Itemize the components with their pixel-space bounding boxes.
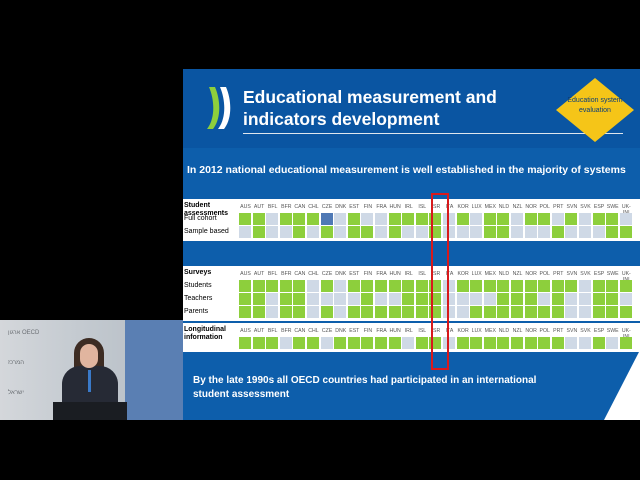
column-header: PRT (553, 271, 564, 277)
matrix-cell (375, 306, 387, 318)
column-header: CHL (308, 328, 319, 334)
matrix-cell (525, 213, 537, 225)
backdrop-text: ארגון OECD (8, 330, 40, 336)
matrix-cell (470, 293, 482, 305)
matrix-cell (565, 280, 577, 292)
column-header: PRT (553, 328, 564, 334)
matrix-cell (389, 306, 401, 318)
matrix-cell (538, 306, 550, 318)
column-header: MEX (484, 271, 496, 277)
matrix-cell (266, 280, 278, 292)
projection-screen-edge (125, 320, 183, 420)
matrix-cell (389, 226, 401, 238)
matrix-cell (484, 280, 496, 292)
backdrop-text: המרכז (8, 360, 25, 366)
matrix-cell (361, 280, 373, 292)
matrix-cell (375, 280, 387, 292)
column-header: NOR (525, 204, 537, 210)
matrix-cell (361, 306, 373, 318)
column-header: IRL (404, 204, 413, 210)
matrix-cell (470, 213, 482, 225)
row-label: Parents (184, 308, 209, 315)
matrix-cell (280, 280, 292, 292)
matrix-cell (593, 337, 605, 349)
matrix-cell (321, 280, 333, 292)
matrix-cell (321, 213, 333, 225)
column-header: SWE (606, 328, 619, 334)
matrix-cell (511, 226, 523, 238)
column-header: HUN (389, 328, 401, 334)
column-header: FRA (376, 204, 387, 210)
matrix-cell (457, 337, 469, 349)
matrix-cell (307, 306, 319, 318)
column-header: DNK (335, 328, 347, 334)
matrix-cell (389, 337, 401, 349)
matrix-cell (511, 213, 523, 225)
matrix-cell (334, 337, 346, 349)
column-header: ESP (593, 271, 605, 277)
column-header: CZE (321, 204, 333, 210)
column-header: ISR (431, 204, 441, 210)
matrix-cell (293, 280, 305, 292)
matrix-cell (525, 280, 537, 292)
column-header: EST (349, 204, 360, 210)
column-header: ISL (418, 204, 427, 210)
matrix-cell (579, 226, 591, 238)
matrix-cell (402, 293, 414, 305)
column-header: BFL (267, 328, 278, 334)
matrix-cell (334, 226, 346, 238)
matrix-cell (307, 293, 319, 305)
matrix-cell (334, 293, 346, 305)
matrix-cell (293, 293, 305, 305)
column-header: ISR (431, 328, 441, 334)
matrix-cell (389, 280, 401, 292)
column-header: CHL (308, 271, 319, 277)
column-header: AUS (240, 328, 251, 334)
matrix-cell (239, 337, 251, 349)
matrix-cell (565, 293, 577, 305)
matrix-cell (552, 337, 564, 349)
matrix-cell (497, 213, 509, 225)
column-header: EST (349, 271, 360, 277)
column-header: SVN (566, 271, 578, 277)
column-header: CHL (308, 204, 319, 210)
column-header: BFL (267, 204, 278, 210)
matrix-cell (457, 306, 469, 318)
matrix-cell (525, 337, 537, 349)
matrix-cell (239, 306, 251, 318)
matrix-cell (239, 226, 251, 238)
matrix-cell (321, 337, 333, 349)
column-header: CZE (321, 271, 333, 277)
column-header: ITA (445, 204, 454, 210)
matrix-cell (620, 226, 632, 238)
matrix-cell (361, 293, 373, 305)
slide-corner-decoration (604, 350, 640, 420)
column-header: KOR (457, 271, 469, 277)
matrix-cell (239, 293, 251, 305)
speaker-video-inset (0, 320, 183, 420)
matrix-cell (525, 226, 537, 238)
matrix-cell (253, 280, 265, 292)
column-header: SVK (580, 328, 591, 334)
column-header: HUN (389, 204, 401, 210)
matrix-cell (593, 213, 605, 225)
matrix-cell (266, 293, 278, 305)
matrix-cell (402, 226, 414, 238)
highlight-box-isr (431, 193, 449, 370)
podium (53, 402, 127, 420)
matrix-cell (402, 213, 414, 225)
matrix-cell (511, 293, 523, 305)
matrix-cell (416, 293, 428, 305)
matrix-cell (307, 226, 319, 238)
speaker-face (80, 344, 98, 368)
matrix-cell (620, 337, 632, 349)
column-header: BFR (281, 271, 292, 277)
column-header: ESP (593, 328, 605, 334)
matrix-cell (593, 306, 605, 318)
column-header: CAN (294, 271, 306, 277)
matrix-cell (511, 337, 523, 349)
column-header: SVN (566, 204, 578, 210)
matrix-cell (552, 280, 564, 292)
column-header: SVK (580, 204, 591, 210)
country-matrix (183, 199, 640, 361)
matrix-cell (579, 280, 591, 292)
section-heading: Longitudinal information (184, 326, 226, 341)
matrix-cell (579, 306, 591, 318)
matrix-cell (497, 293, 509, 305)
column-header: DNK (335, 271, 347, 277)
matrix-cell (348, 280, 360, 292)
column-header: SVN (566, 328, 578, 334)
matrix-cell (484, 213, 496, 225)
matrix-cell (348, 306, 360, 318)
slide-footer: By the late 1990s all OECD countries had participated in an international student assessment (193, 375, 537, 400)
slide-subtitle: In 2012 national educational measurement is well established in the majority of systems (187, 164, 626, 176)
matrix-cell (348, 293, 360, 305)
matrix-cell (593, 226, 605, 238)
matrix-cell (552, 306, 564, 318)
column-header: BFR (281, 328, 292, 334)
column-header: ITA (445, 328, 454, 334)
matrix-cell (511, 280, 523, 292)
matrix-cell (334, 280, 346, 292)
matrix-cell (361, 226, 373, 238)
matrix-cell (321, 293, 333, 305)
matrix-cell (416, 213, 428, 225)
matrix-cell (606, 306, 618, 318)
column-header: PRT (553, 204, 564, 210)
matrix-cell (497, 337, 509, 349)
column-header: MEX (484, 204, 496, 210)
column-header: ISL (418, 271, 427, 277)
column-header: FRA (376, 328, 387, 334)
matrix-cell (321, 226, 333, 238)
matrix-cell (565, 213, 577, 225)
matrix-cell (457, 213, 469, 225)
column-header: UK- (621, 204, 631, 210)
column-header: AUS (240, 271, 251, 277)
column-header: AUT (253, 271, 265, 277)
column-header: LUX (471, 204, 482, 210)
matrix-cell (525, 306, 537, 318)
column-header: CZE (321, 328, 333, 334)
matrix-cell (375, 213, 387, 225)
matrix-cell (538, 226, 550, 238)
matrix-cell (375, 337, 387, 349)
matrix-cell (266, 306, 278, 318)
matrix-cell (293, 213, 305, 225)
badge-label: Education system evaluation (567, 97, 623, 114)
matrix-cell (416, 337, 428, 349)
matrix-cell (389, 293, 401, 305)
column-header: KOR (457, 328, 469, 334)
matrix-cell (389, 213, 401, 225)
matrix-cell (253, 306, 265, 318)
column-header: IRL (404, 328, 413, 334)
column-header: NOR (525, 271, 537, 277)
column-header: LUX (471, 271, 482, 277)
matrix-cell (538, 293, 550, 305)
column-header: MEX (484, 328, 496, 334)
matrix-cell (416, 226, 428, 238)
matrix-cell (402, 306, 414, 318)
matrix-cell (606, 293, 618, 305)
matrix-cell (307, 337, 319, 349)
column-header: NLD (498, 271, 510, 277)
matrix-cell (253, 226, 265, 238)
matrix-cell (606, 226, 618, 238)
matrix-cell (293, 306, 305, 318)
matrix-cell (334, 213, 346, 225)
column-header: IRL (404, 271, 413, 277)
matrix-cell (552, 226, 564, 238)
matrix-cell (565, 226, 577, 238)
matrix-cell (525, 293, 537, 305)
column-header: FIN (363, 204, 373, 210)
matrix-cell (416, 306, 428, 318)
matrix-cell (620, 280, 632, 292)
column-header: POL (539, 204, 550, 210)
matrix-cell (253, 213, 265, 225)
column-header: NZL (512, 204, 523, 210)
matrix-cell (402, 280, 414, 292)
matrix-cell (484, 226, 496, 238)
matrix-cell (361, 213, 373, 225)
matrix-cell (620, 306, 632, 318)
column-header: NLD (498, 328, 510, 334)
matrix-cell (457, 280, 469, 292)
column-header: ESP (593, 204, 605, 210)
column-header: AUS (240, 204, 251, 210)
slide-title: Educational measurement and indicators development (243, 87, 497, 129)
matrix-cell (307, 213, 319, 225)
matrix-cell (280, 293, 292, 305)
matrix-cell (293, 337, 305, 349)
column-header: DNK (335, 204, 347, 210)
column-header: FRA (376, 271, 387, 277)
matrix-cell (266, 213, 278, 225)
matrix-cell (280, 226, 292, 238)
matrix-cell (334, 306, 346, 318)
matrix-cell (552, 293, 564, 305)
column-header: AUT (253, 328, 265, 334)
matrix-cell (307, 280, 319, 292)
section-heading: Surveys (184, 269, 212, 276)
matrix-cell (484, 293, 496, 305)
matrix-cell (470, 226, 482, 238)
matrix-cell (538, 280, 550, 292)
matrix-cell (606, 213, 618, 225)
column-header: POL (539, 271, 550, 277)
column-header: FIN (363, 328, 373, 334)
matrix-cell (484, 306, 496, 318)
matrix-cell (606, 337, 618, 349)
matrix-cell (348, 226, 360, 238)
matrix-cell (579, 213, 591, 225)
column-header: FIN (363, 271, 373, 277)
row-label: Students (184, 282, 212, 289)
oecd-logo (205, 83, 233, 133)
backdrop-text: ישראל (8, 390, 24, 396)
column-header: NZL (512, 328, 523, 334)
matrix-cell (538, 213, 550, 225)
matrix-cell (280, 213, 292, 225)
column-header: EST (349, 328, 360, 334)
column-header: SVK (580, 271, 591, 277)
column-header: BFR (281, 204, 292, 210)
matrix-cell (497, 306, 509, 318)
matrix-cell (457, 226, 469, 238)
matrix-cell (470, 280, 482, 292)
column-header: ISL (418, 328, 427, 334)
column-header: UK- (621, 271, 631, 277)
matrix-cell (253, 293, 265, 305)
matrix-cell (280, 337, 292, 349)
matrix-cell (266, 226, 278, 238)
matrix-cell (579, 337, 591, 349)
matrix-cell (348, 213, 360, 225)
matrix-cell (253, 337, 265, 349)
matrix-cell (593, 293, 605, 305)
column-header: ITA (445, 271, 454, 277)
column-header: AUT (253, 204, 265, 210)
matrix-cell (470, 306, 482, 318)
column-header: NOR (525, 328, 537, 334)
row-label: Sample based (184, 228, 229, 235)
matrix-cell (321, 306, 333, 318)
column-header: SWE (606, 271, 619, 277)
matrix-cell (511, 306, 523, 318)
matrix-cell (457, 293, 469, 305)
section-heading: Student assessments (184, 202, 228, 217)
matrix-cell (497, 226, 509, 238)
matrix-cell (593, 280, 605, 292)
matrix-cell (606, 280, 618, 292)
matrix-cell (293, 226, 305, 238)
matrix-cell (552, 213, 564, 225)
matrix-cell (497, 280, 509, 292)
matrix-cell (484, 337, 496, 349)
matrix-cell (239, 280, 251, 292)
column-header: BFL (267, 271, 278, 277)
column-header: UK- (621, 328, 631, 334)
matrix-cell (470, 337, 482, 349)
matrix-cell (239, 213, 251, 225)
matrix-cell (280, 306, 292, 318)
matrix-cell (538, 337, 550, 349)
column-header: NLD (498, 204, 510, 210)
column-header: CAN (294, 204, 306, 210)
matrix-cell (565, 306, 577, 318)
matrix-cell (416, 280, 428, 292)
matrix-cell (266, 337, 278, 349)
matrix-cell (361, 337, 373, 349)
presentation-slide (183, 69, 640, 420)
matrix-cell (375, 226, 387, 238)
matrix-cell (620, 293, 632, 305)
row-label: Teachers (184, 295, 213, 302)
column-header: HUN (389, 271, 401, 277)
matrix-cell (565, 337, 577, 349)
column-header: LUX (471, 328, 482, 334)
lanyard (88, 370, 91, 392)
row-label: Full cohort (184, 215, 217, 222)
matrix-cell (620, 213, 632, 225)
matrix-cell (348, 337, 360, 349)
column-header: ISR (431, 271, 441, 277)
column-header: CAN (294, 328, 306, 334)
matrix-cell (402, 337, 414, 349)
column-header: SWE (606, 204, 619, 210)
column-header: KOR (457, 204, 469, 210)
column-header: POL (539, 328, 550, 334)
matrix-cell (375, 293, 387, 305)
matrix-cell (579, 293, 591, 305)
column-header: NZL (512, 271, 523, 277)
